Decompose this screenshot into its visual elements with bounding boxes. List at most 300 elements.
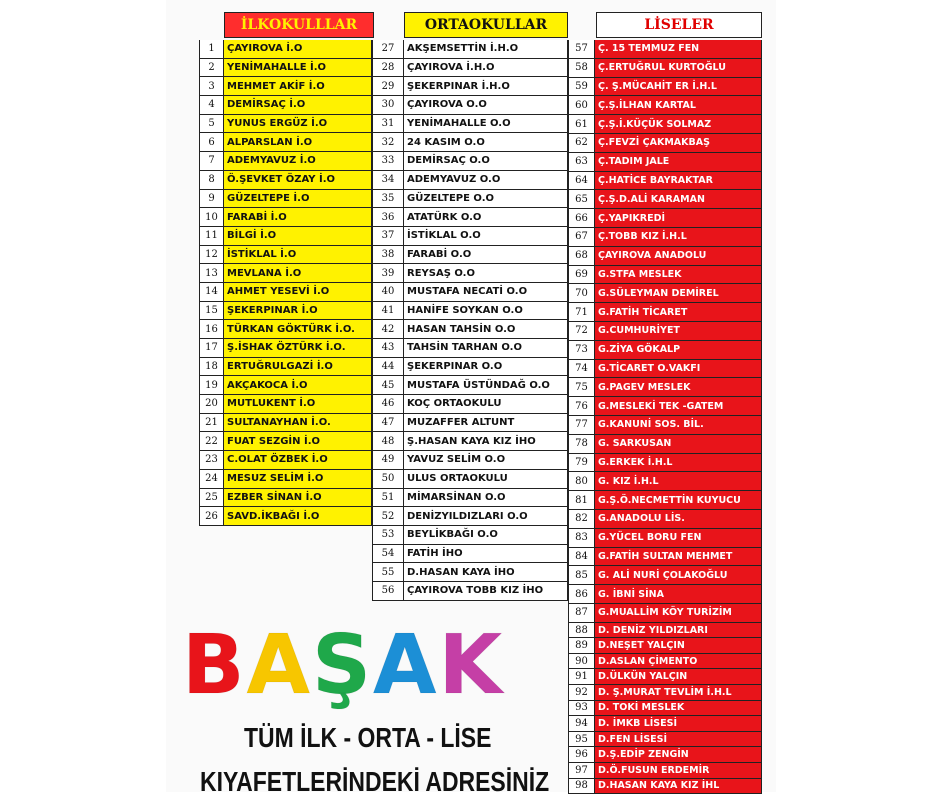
- lise-row: [568, 654, 762, 670]
- school-number: 62: [568, 134, 595, 153]
- ortaokul-row: [372, 451, 568, 470]
- ortaokul-row: [372, 246, 568, 265]
- ilkokul-row: [199, 59, 372, 78]
- school-number: 67: [568, 228, 595, 247]
- school-name: GÜZELTEPE O.O: [404, 190, 568, 209]
- ortaokul-row: [372, 264, 568, 283]
- school-name: ÇAYIROVA İ.H.O: [404, 59, 568, 78]
- school-name: AHMET YESEVİ İ.O: [224, 283, 372, 302]
- school-number: 63: [568, 153, 595, 172]
- school-number: 7: [199, 152, 224, 171]
- school-number: 87: [568, 604, 595, 623]
- school-name: G.TİCARET O.VAKFI: [595, 360, 762, 379]
- school-name: ŞEKERPINAR İ.O: [224, 302, 372, 321]
- school-number: 14: [199, 283, 224, 302]
- school-name: ADEMYAVUZ İ.O: [224, 152, 372, 171]
- school-number: 29: [372, 77, 404, 96]
- school-name: G.SÜLEYMAN DEMİREL: [595, 284, 762, 303]
- ilkokul-row: [199, 246, 372, 265]
- school-name: YENİMAHALLE İ.O: [224, 59, 372, 78]
- school-name: MESUZ SELİM İ.O: [224, 470, 372, 489]
- lise-row: [568, 491, 762, 510]
- ortaokul-row: [372, 526, 568, 545]
- school-number: 78: [568, 435, 595, 454]
- ilkokul-row: [199, 77, 372, 96]
- ilkokul-row: [199, 40, 372, 59]
- school-number: 30: [372, 96, 404, 115]
- school-number: 69: [568, 266, 595, 285]
- school-name: ÇAYIROVA İ.O: [224, 40, 372, 59]
- school-name: AKŞEMSETTİN İ.H.O: [404, 40, 568, 59]
- lise-row: [568, 454, 762, 473]
- school-number: 55: [372, 563, 404, 582]
- school-name: ÇAYIROVA ANADOLU: [595, 247, 762, 266]
- school-number: 4: [199, 96, 224, 115]
- school-name: GÜZELTEPE İ.O: [224, 190, 372, 209]
- school-name: G.ERKEK İ.H.L: [595, 454, 762, 473]
- school-number: 15: [199, 302, 224, 321]
- school-name: G.ANADOLU LİS.: [595, 510, 762, 529]
- school-number: 38: [372, 246, 404, 265]
- school-name: D. Ş.MURAT TEVLİM İ.H.L: [595, 685, 762, 701]
- school-number: 57: [568, 40, 595, 59]
- school-name: Ç.Ş.D.ALİ KARAMAN: [595, 190, 762, 209]
- school-number: 39: [372, 264, 404, 283]
- school-number: 83: [568, 529, 595, 548]
- school-name: Ç.Ş.İLHAN KARTAL: [595, 96, 762, 115]
- ortaokul-row: [372, 115, 568, 134]
- school-number: 49: [372, 451, 404, 470]
- school-number: 75: [568, 378, 595, 397]
- lise-row: [568, 548, 762, 567]
- ortaokul-row: [372, 59, 568, 78]
- ortaokul-row: [372, 563, 568, 582]
- school-number: 41: [372, 302, 404, 321]
- lise-row: [568, 172, 762, 191]
- school-number: 19: [199, 376, 224, 395]
- school-name: C.OLAT ÖZBEK İ.O: [224, 451, 372, 470]
- school-name: ADEMYAVUZ O.O: [404, 171, 568, 190]
- ortaokul-row: [372, 96, 568, 115]
- lise-row: [568, 763, 762, 779]
- school-name: MEVLANA İ.O: [224, 264, 372, 283]
- school-name: G.MUALLİM KÖY TURİZİM: [595, 604, 762, 623]
- school-number: 11: [199, 227, 224, 246]
- school-name: FATİH İHO: [404, 545, 568, 564]
- school-number: 47: [372, 414, 404, 433]
- lise-row: [568, 435, 762, 454]
- school-number: 81: [568, 491, 595, 510]
- school-name: D.FEN LİSESİ: [595, 732, 762, 748]
- school-number: 6: [199, 133, 224, 152]
- school-name: G.Ş.Ö.NECMETTİN KUYUCU: [595, 491, 762, 510]
- logo-letter-a1: A: [246, 618, 312, 713]
- school-name: EZBER SİNAN İ.O: [224, 489, 372, 508]
- school-name: ULUS ORTAOKULU: [404, 470, 568, 489]
- school-name: D. DENİZ YILDIZLARI: [595, 623, 762, 639]
- ortaokul-row: [372, 358, 568, 377]
- lise-list: [568, 40, 762, 794]
- logo-letter-a2: A: [373, 618, 439, 713]
- lise-row: [568, 247, 762, 266]
- school-name: ŞEKERPINAR İ.H.O: [404, 77, 568, 96]
- ortaokul-row: [372, 545, 568, 564]
- lise-row: [568, 685, 762, 701]
- school-name: SAVD.İKBAĞI İ.O: [224, 507, 372, 526]
- school-name: ATATÜRK O.O: [404, 208, 568, 227]
- lise-row: [568, 266, 762, 285]
- school-number: 95: [568, 732, 595, 748]
- lise-row: [568, 228, 762, 247]
- school-number: 28: [372, 59, 404, 78]
- ilkokul-row: [199, 171, 372, 190]
- lise-row: [568, 78, 762, 97]
- school-number: 16: [199, 320, 224, 339]
- school-number: 91: [568, 669, 595, 685]
- school-name: D. İMKB LİSESİ: [595, 716, 762, 732]
- school-name: YUNUS ERGÜZ İ.O: [224, 115, 372, 134]
- school-name: D.HASAN KAYA İHO: [404, 563, 568, 582]
- school-number: 23: [199, 451, 224, 470]
- school-name: BEYLİKBAĞI O.O: [404, 526, 568, 545]
- school-number: 20: [199, 395, 224, 414]
- school-number: 2: [199, 59, 224, 78]
- school-name: Ç.TOBB KIZ İ.H.L: [595, 228, 762, 247]
- school-name: Ç.ERTUĞRUL KURTOĞLU: [595, 59, 762, 78]
- school-name: Ç.HATİCE BAYRAKTAR: [595, 172, 762, 191]
- school-name: SULTANAYHAN İ.O.: [224, 414, 372, 433]
- school-name: Ç.FEVZİ ÇAKMAKBAŞ: [595, 134, 762, 153]
- school-name: YENİMAHALLE O.O: [404, 115, 568, 134]
- school-number: 1: [199, 40, 224, 59]
- school-name: G. ALİ NURİ ÇOLAKOĞLU: [595, 566, 762, 585]
- ilkokul-row: [199, 376, 372, 395]
- school-number: 74: [568, 360, 595, 379]
- school-name: G. SARKUSAN: [595, 435, 762, 454]
- ortaokul-row: [372, 582, 568, 601]
- school-name: ŞEKERPINAR O.O: [404, 358, 568, 377]
- school-name: MUTLUKENT İ.O: [224, 395, 372, 414]
- school-name: FARABİ İ.O: [224, 208, 372, 227]
- ortaokul-row: [372, 432, 568, 451]
- ilkokul-row: [199, 133, 372, 152]
- school-name: D. TOKİ MESLEK: [595, 701, 762, 717]
- ortaokul-row: [372, 376, 568, 395]
- school-name: İSTİKLAL İ.O: [224, 246, 372, 265]
- school-number: 43: [372, 339, 404, 358]
- school-number: 40: [372, 283, 404, 302]
- ortaokul-list: [372, 40, 568, 601]
- logo-letter-s: Ş: [311, 618, 374, 713]
- school-number: 98: [568, 779, 595, 795]
- ilkokul-row: [199, 432, 372, 451]
- school-name: Ö.ŞEVKET ÖZAY İ.O: [224, 171, 372, 190]
- lise-row: [568, 96, 762, 115]
- ortaokul-row: [372, 470, 568, 489]
- lise-row: [568, 59, 762, 78]
- school-number: 86: [568, 585, 595, 604]
- school-number: 92: [568, 685, 595, 701]
- school-number: 93: [568, 701, 595, 717]
- ortaokul-row: [372, 40, 568, 59]
- school-number: 33: [372, 152, 404, 171]
- school-name: G.MESLEKİ TEK -GATEM: [595, 397, 762, 416]
- ortaokul-row: [372, 208, 568, 227]
- school-number: 64: [568, 172, 595, 191]
- logo-letter-k: K: [438, 618, 505, 713]
- school-name: MUZAFFER ALTUNT: [404, 414, 568, 433]
- school-number: 85: [568, 566, 595, 585]
- school-number: 48: [372, 432, 404, 451]
- lise-row: [568, 669, 762, 685]
- ilkokul-row: [199, 320, 372, 339]
- school-number: 22: [199, 432, 224, 451]
- school-name: REYSAŞ O.O: [404, 264, 568, 283]
- school-number: 90: [568, 654, 595, 670]
- basak-logo: [182, 618, 504, 713]
- ilkokul-row: [199, 115, 372, 134]
- school-name: G.PAGEV MESLEK: [595, 378, 762, 397]
- lise-row: [568, 284, 762, 303]
- school-number: 44: [372, 358, 404, 377]
- lise-row: [568, 472, 762, 491]
- header-ilkokullar: İLKOKULLLAR: [224, 12, 374, 38]
- school-number: 60: [568, 96, 595, 115]
- school-name: G.STFA MESLEK: [595, 266, 762, 285]
- school-name: Ş.İSHAK ÖZTÜRK İ.O.: [224, 339, 372, 358]
- lise-row: [568, 638, 762, 654]
- school-number: 68: [568, 247, 595, 266]
- ortaokul-row: [372, 171, 568, 190]
- school-number: 58: [568, 59, 595, 78]
- lise-row: [568, 566, 762, 585]
- school-name: Ç. 15 TEMMUZ FEN: [595, 40, 762, 59]
- school-name: MİMARSİNAN O.O: [404, 489, 568, 508]
- ilkokul-row: [199, 190, 372, 209]
- school-number: 50: [372, 470, 404, 489]
- tagline-line1: TÜM İLK - ORTA - LİSE: [244, 722, 492, 753]
- ortaokul-row: [372, 152, 568, 171]
- ilkokul-row: [199, 339, 372, 358]
- school-number: 32: [372, 133, 404, 152]
- school-name: TÜRKAN GÖKTÜRK İ.O.: [224, 320, 372, 339]
- school-number: 66: [568, 209, 595, 228]
- ortaokul-row: [372, 339, 568, 358]
- ilkokul-row: [199, 395, 372, 414]
- school-number: 17: [199, 339, 224, 358]
- school-name: FARABİ O.O: [404, 246, 568, 265]
- school-name: KOÇ ORTAOKULU: [404, 395, 568, 414]
- school-number: 24: [199, 470, 224, 489]
- ilkokul-row: [199, 414, 372, 433]
- school-number: 80: [568, 472, 595, 491]
- lise-row: [568, 378, 762, 397]
- ilkokul-row: [199, 507, 372, 526]
- school-number: 73: [568, 341, 595, 360]
- ortaokul-row: [372, 302, 568, 321]
- school-number: 96: [568, 747, 595, 763]
- school-name: G. İBNİ SİNA: [595, 585, 762, 604]
- ilkokul-row: [199, 227, 372, 246]
- school-name: G. KIZ İ.H.L: [595, 472, 762, 491]
- lise-row: [568, 303, 762, 322]
- school-name: G.CUMHURİYET: [595, 322, 762, 341]
- school-number: 65: [568, 190, 595, 209]
- logo-letter-b: B: [182, 618, 247, 713]
- lise-row: [568, 40, 762, 59]
- school-name: MUSTAFA ÜSTÜNDAĞ O.O: [404, 376, 568, 395]
- ortaokul-row: [372, 190, 568, 209]
- school-name: AKÇAKOCA İ.O: [224, 376, 372, 395]
- lise-row: [568, 209, 762, 228]
- ortaokul-row: [372, 227, 568, 246]
- school-name: DEMİRSAÇ O.O: [404, 152, 568, 171]
- school-number: 5: [199, 115, 224, 134]
- lise-row: [568, 190, 762, 209]
- school-name: HANİFE SOYKAN O.O: [404, 302, 568, 321]
- school-number: 10: [199, 208, 224, 227]
- lise-row: [568, 716, 762, 732]
- school-number: 56: [372, 582, 404, 601]
- school-number: 9: [199, 190, 224, 209]
- school-number: 34: [372, 171, 404, 190]
- school-number: 70: [568, 284, 595, 303]
- school-name: HASAN TAHSİN O.O: [404, 320, 568, 339]
- lise-row: [568, 747, 762, 763]
- school-name: ÇAYIROVA O.O: [404, 96, 568, 115]
- school-number: 3: [199, 77, 224, 96]
- school-number: 42: [372, 320, 404, 339]
- school-number: 21: [199, 414, 224, 433]
- school-name: G.FATİH SULTAN MEHMET: [595, 548, 762, 567]
- ortaokul-row: [372, 283, 568, 302]
- school-number: 77: [568, 416, 595, 435]
- ortaokul-row: [372, 133, 568, 152]
- lise-row: [568, 623, 762, 639]
- header-liseler: LİSELER: [596, 12, 762, 38]
- school-number: 76: [568, 397, 595, 416]
- lise-row: [568, 701, 762, 717]
- ortaokul-row: [372, 395, 568, 414]
- ilkokul-row: [199, 283, 372, 302]
- school-name: D.ÜLKÜN YALÇIN: [595, 669, 762, 685]
- tagline-line2: KIYAFETLERİNDEKİ ADRESİNİZ: [200, 766, 550, 797]
- school-number: 88: [568, 623, 595, 639]
- school-name: D.ASLAN ÇİMENTO: [595, 654, 762, 670]
- lise-row: [568, 360, 762, 379]
- school-name: 24 KASIM O.O: [404, 133, 568, 152]
- school-name: İSTİKLAL O.O: [404, 227, 568, 246]
- ilkokul-row: [199, 489, 372, 508]
- school-number: 61: [568, 115, 595, 134]
- ortaokul-row: [372, 489, 568, 508]
- school-number: 71: [568, 303, 595, 322]
- lise-row: [568, 341, 762, 360]
- school-number: 45: [372, 376, 404, 395]
- ortaokul-row: [372, 414, 568, 433]
- school-number: 59: [568, 78, 595, 97]
- school-number: 8: [199, 171, 224, 190]
- school-number: 31: [372, 115, 404, 134]
- school-number: 36: [372, 208, 404, 227]
- school-number: 79: [568, 454, 595, 473]
- school-number: 27: [372, 40, 404, 59]
- school-name: G.KANUNİ SOS. BİL.: [595, 416, 762, 435]
- lise-row: [568, 732, 762, 748]
- school-number: 54: [372, 545, 404, 564]
- school-number: 37: [372, 227, 404, 246]
- school-number: 89: [568, 638, 595, 654]
- school-name: ÇAYIROVA TOBB KIZ İHO: [404, 582, 568, 601]
- ortaokul-row: [372, 507, 568, 526]
- school-name: Ş.HASAN KAYA KIZ İHO: [404, 432, 568, 451]
- lise-row: [568, 510, 762, 529]
- school-name: BİLGİ İ.O: [224, 227, 372, 246]
- school-number: 94: [568, 716, 595, 732]
- lise-row: [568, 153, 762, 172]
- school-name: G.YÜCEL BORU FEN: [595, 529, 762, 548]
- school-name: DENİZYILDIZLARI O.O: [404, 507, 568, 526]
- school-name: G.FATİH TİCARET: [595, 303, 762, 322]
- school-number: 26: [199, 507, 224, 526]
- school-name: MUSTAFA NECATİ O.O: [404, 283, 568, 302]
- school-name: ALPARSLAN İ.O: [224, 133, 372, 152]
- lise-row: [568, 416, 762, 435]
- school-number: 72: [568, 322, 595, 341]
- school-number: 25: [199, 489, 224, 508]
- lise-row: [568, 134, 762, 153]
- school-number: 12: [199, 246, 224, 265]
- school-name: MEHMET AKİF İ.O: [224, 77, 372, 96]
- school-number: 53: [372, 526, 404, 545]
- header-ortaokullar: ORTAOKULLAR: [404, 12, 568, 38]
- lise-row: [568, 529, 762, 548]
- ilkokul-row: [199, 208, 372, 227]
- school-number: 97: [568, 763, 595, 779]
- school-number: 82: [568, 510, 595, 529]
- school-number: 13: [199, 264, 224, 283]
- ilkokul-row: [199, 264, 372, 283]
- school-name: TAHSİN TARHAN O.O: [404, 339, 568, 358]
- ilkokul-row: [199, 451, 372, 470]
- ilkokul-row: [199, 358, 372, 377]
- school-name: Ç.YAPIKREDİ: [595, 209, 762, 228]
- school-name: D.NEŞET YALÇIN: [595, 638, 762, 654]
- ortaokul-row: [372, 77, 568, 96]
- school-name: D.Ö.FUSUN ERDEMİR: [595, 763, 762, 779]
- school-number: 18: [199, 358, 224, 377]
- lise-row: [568, 585, 762, 604]
- school-name: D.Ş.EDİP ZENGİN: [595, 747, 762, 763]
- lise-row: [568, 322, 762, 341]
- ilkokul-list: [199, 40, 372, 526]
- school-number: 51: [372, 489, 404, 508]
- school-number: 84: [568, 548, 595, 567]
- school-name: DEMİRSAÇ İ.O: [224, 96, 372, 115]
- school-number: 52: [372, 507, 404, 526]
- school-name: FUAT SEZGİN İ.O: [224, 432, 372, 451]
- ilkokul-row: [199, 152, 372, 171]
- ortaokul-row: [372, 320, 568, 339]
- ilkokul-row: [199, 96, 372, 115]
- school-name: Ç. Ş.MÜCAHİT ER İ.H.L: [595, 78, 762, 97]
- lise-row: [568, 397, 762, 416]
- ilkokul-row: [199, 302, 372, 321]
- school-name: Ç.Ş.İ.KÜÇÜK SOLMAZ: [595, 115, 762, 134]
- school-name: G.ZİYA GÖKALP: [595, 341, 762, 360]
- school-name: ERTUĞRULGAZİ İ.O: [224, 358, 372, 377]
- school-number: 46: [372, 395, 404, 414]
